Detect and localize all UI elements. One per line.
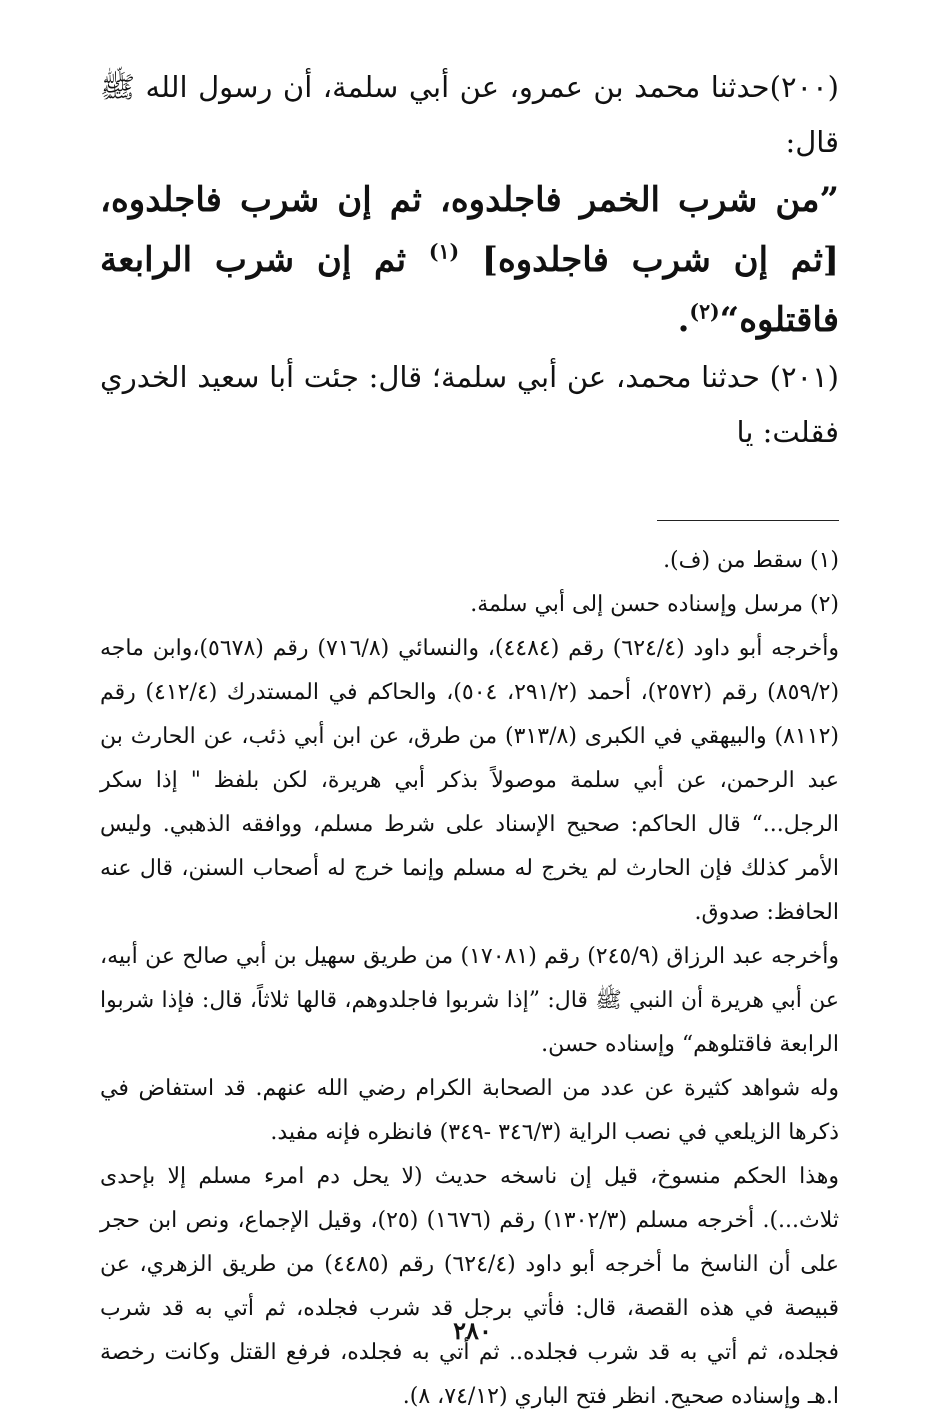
matn-text-cont: ثم إن شرب الرابعة فاقتلوه“: [100, 240, 839, 340]
page-number: ٢٨٠: [453, 1316, 492, 1345]
footnote-2-shawahid: وله شواهد كثيرة عن عدد من الصحابة الكرام رضي الله عنهم. قد استفاض في ذكرها الزيلعي في نصب الراية (٣٤٦/٣ -٣٤٩) فانظره فإنه مفيد.: [100, 1076, 839, 1145]
page-body: [100, 60, 840, 1409]
hadith-201-intro: (٢٠١) حدثنا محمد، عن أبي سلمة؛ قال: جئت أبا سعيد الخدري فقلت: يا: [100, 360, 839, 449]
footnote-2: (٢) مرسل وإسناده حسن إلى أبي سلمة.: [470, 592, 839, 617]
footnote-separator: [657, 520, 839, 521]
hadith-200-intro: (٢٠٠)حدثنا محمد بن عمرو، عن أبي سلمة، أن رسول الله ﷺ قال:: [100, 70, 839, 159]
footnote-1: (١) سقط من (ف).: [663, 548, 839, 573]
footnote-ref-1: (١): [428, 239, 460, 264]
footnote-2-abdulrazzaq: وأخرجه عبد الرزاق (٢٤٥/٩) رقم (١٧٠٨١) من طريق سهيل بن أبي صالح عن أبيه، عن أبي هريرة أن النبي ﷺ قال: ”إذا شربوا فاجلدوهم، قالها ثلاثاً، قال: فإذا شربوا الرابعة فاقتلوهم“ وإسناده حسن.: [100, 944, 839, 1057]
hadith-200-matn: ”من شرب الخمر فاجلدوه، ثم إن شرب فاجلدوه،[ثم إن شرب فاجلدوه] $^{(١)}$ ثم إن شرب الرابعة فاقتلوه“$^{(٢)}$.: [100, 180, 839, 340]
footnote-ref-2: (٢): [689, 299, 720, 324]
footnote-2-takhrij: وأخرجه أبو داود (٦٢٤/٤) رقم (٤٤٨٤)، والنسائي (٧١٦/٨) رقم (٥٦٧٨)،وابن ماجه (٨٥٩/٢) رقم (٢٥٧٢)، أحمد (٢٩١/٢، ٥٠٤)، والحاكم في المستدرك (٤١٢/٤) رقم (٨١١٢) والبيهقي في الكبرى (٣١٣/٨) من طرق، عن ابن أبي ذئب، عن الحارث بن عبد الرحمن، عن أبي سلمة موصولاً بذكر أبي هريرة، لكن بلفظ " إذا سكر الرجل...“ قال الحاكم: صحيح الإسناد على شرط مسلم، ووافقه الذهبي. وليس الأمر كذلك فإن الحارث لم يخرج له مسلم وإنما خرج له أصحاب السنن، قال عنه الحافظ: صدوق.: [100, 636, 840, 925]
matn-text: ”من شرب الخمر فاجلدوه، ثم إن شرب فاجلدوه،[ثم إن شرب فاجلدوه]: [100, 180, 839, 280]
footnote-2-naskh: وهذا الحكم منسوخ، قيل إن ناسخه حديث (لا يحل دم امرء مسلم إلا بإحدى ثلاث...). أخرجه مسلم (١٣٠٢/٣) رقم (١٦٧٦) (٢٥)، وقيل الإجماع، ونص ابن حجر على أن الناسخ ما أخرجه أبو داود (٦٢٤/٤) رقم (٤٤٨٥) من طريق الزهري، عن قبيصة في هذه القصة، قال: فأتي برجل قد شرب فجلده، ثم أتي به قد شرب فجلده، ثم أتي به قد شرب فجلده.. ثم أتي به فجلده، فرفع القتل وكانت رخصة ا.هـ وإسناده صحيح. انظر فتح الباري (٧٤/١٢، ٨).: [100, 1164, 839, 1409]
